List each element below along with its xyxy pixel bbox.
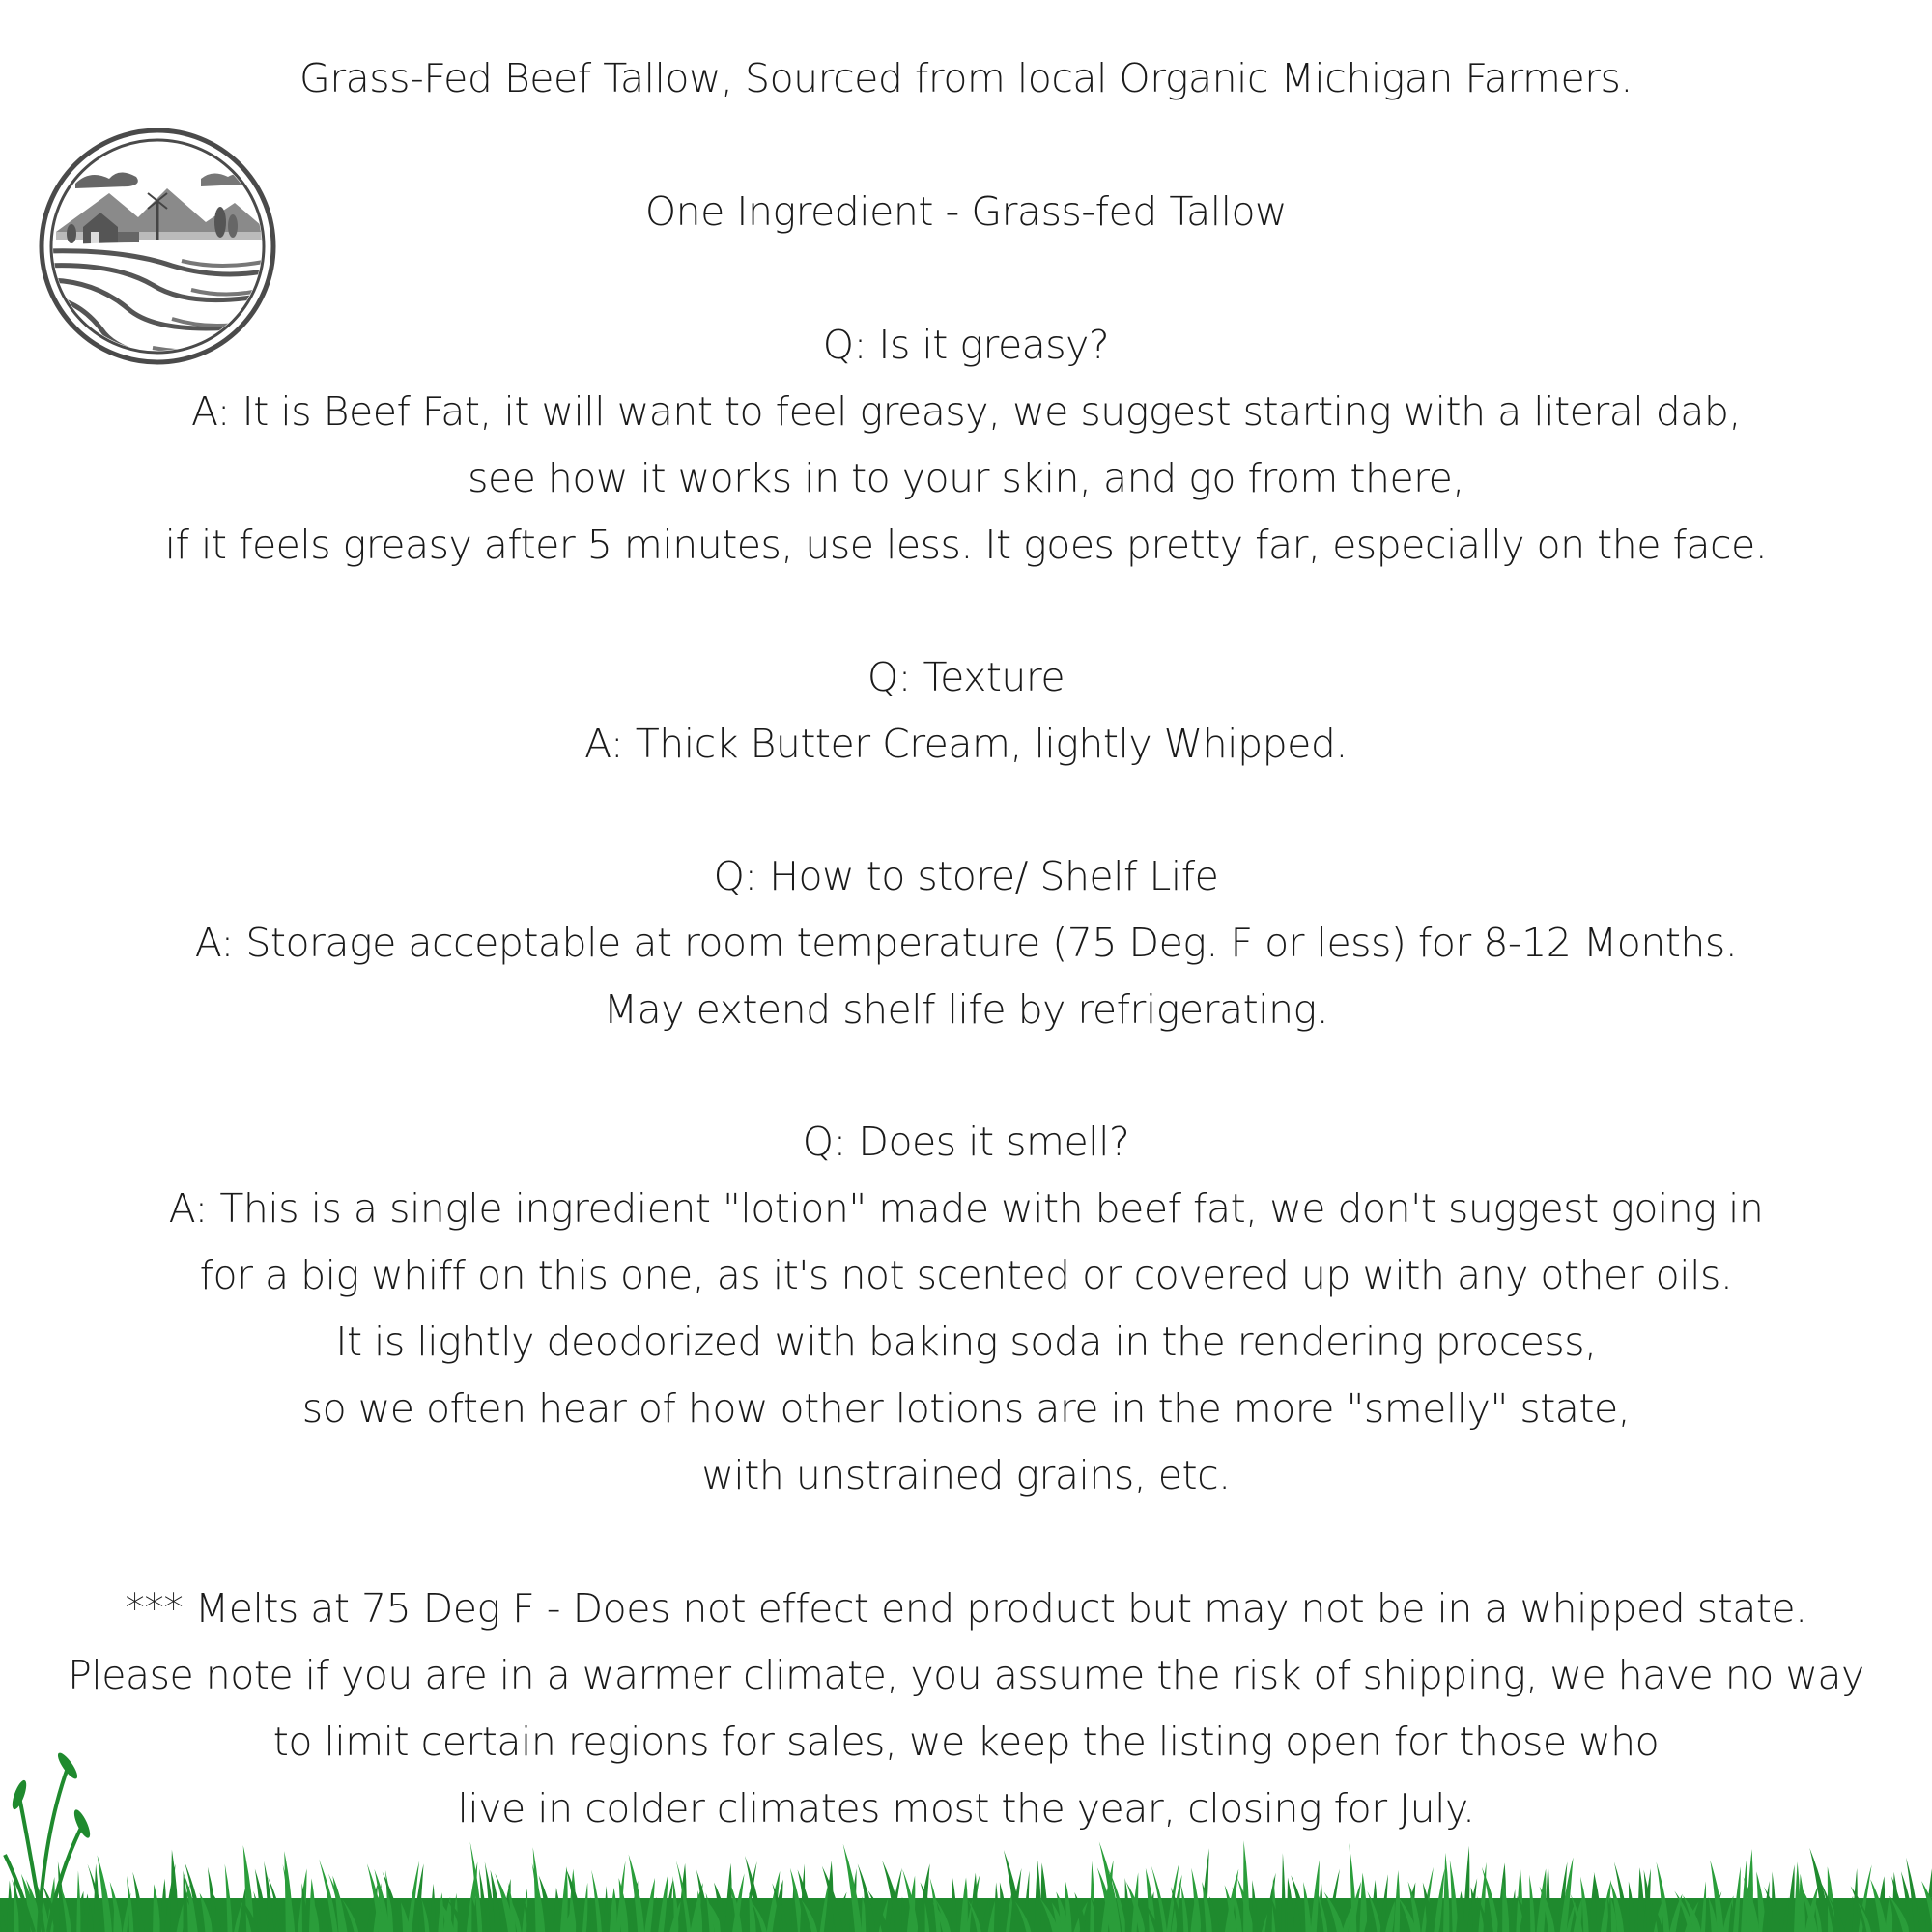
shipping-note: Please note if you are in a warmer climate, you assume the risk of shipping, we have no way — [68, 1652, 1864, 1698]
faq-smell-answer: with unstrained grains, etc. — [701, 1452, 1231, 1498]
faq-smell-answer: It is lightly deodorized with baking soda in the rendering process, — [335, 1319, 1597, 1365]
grass-border-icon — [0, 1681, 1932, 1932]
shipping-note: to limit certain regions for sales, we keep the listing open for those who — [272, 1719, 1660, 1765]
faq-texture-answer: A: Thick Butter Cream, lightly Whipped. — [584, 721, 1348, 767]
shipping-note: live in colder climates most the year, closing for July. — [457, 1785, 1475, 1832]
shipping-note: *** Melts at 75 Deg F - Does not effect end product but may not be in a whipped state. — [125, 1585, 1807, 1632]
faq-storage-question: Q: How to store/ Shelf Life — [713, 853, 1219, 899]
faq-smell-answer: for a big whiff on this one, as it's not scented or covered up with any other oils. — [199, 1252, 1733, 1298]
faq-smell-answer: so we often hear of how other lotions are in the more "smelly" state, — [301, 1385, 1631, 1432]
faq-smell-answer: A: This is a single ingredient "lotion" made with beef fat, we don't suggest going in — [168, 1185, 1764, 1232]
faq-texture-question: Q: Texture — [867, 654, 1065, 700]
faq-smell-question: Q: Does it smell? — [802, 1119, 1130, 1165]
faq-greasy-answer: if it feels greasy after 5 minutes, use less. It goes pretty far, especially on the face. — [164, 522, 1768, 568]
faq-greasy-answer: see how it works in to your skin, and go from there, — [468, 455, 1464, 501]
faq-storage-answer: May extend shelf life by refrigerating. — [603, 986, 1329, 1033]
page-title: Grass-Fed Beef Tallow, Sourced from local Organic Michigan Farmers. — [299, 55, 1633, 101]
faq-greasy-question: Q: Is it greasy? — [822, 322, 1110, 368]
faq-greasy-answer: A: It is Beef Fat, it will want to feel greasy, we suggest starting with a literal dab, — [190, 388, 1741, 435]
faq-storage-answer: A: Storage acceptable at room temperature (75 Deg. F or less) for 8-12 Months. — [194, 920, 1738, 966]
ingredient-line: One Ingredient - Grass-fed Tallow — [644, 188, 1288, 235]
